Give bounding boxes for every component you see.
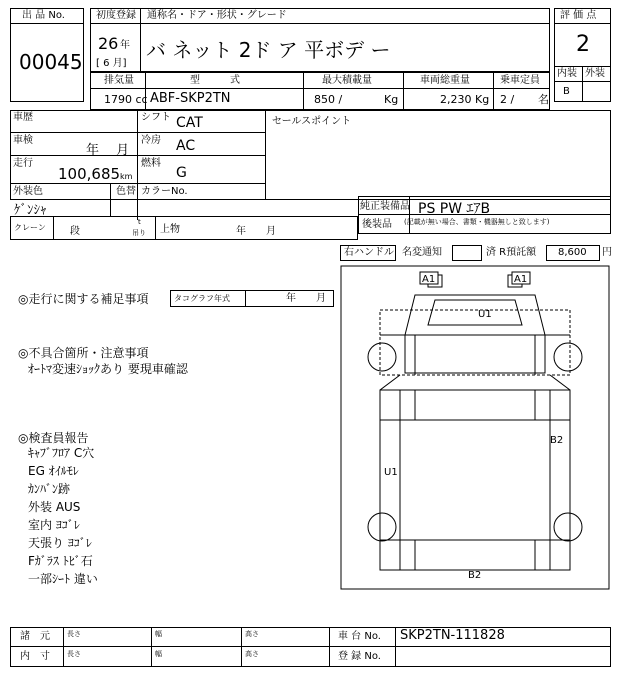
displacement-label: 排気量 [104, 75, 134, 86]
recycle-unit: 円 [602, 247, 612, 258]
lot-number: 00045 [19, 50, 83, 74]
driving-label: ◎走行に関する補足事項 [18, 292, 149, 306]
tachograph-label: タコグラフ年式 [174, 294, 230, 303]
displacement-value: 1790 cc [104, 93, 148, 106]
width-label: 幅 [155, 630, 162, 638]
capacity-label: 乗車定員 [500, 75, 540, 86]
damage-mark: U1 [384, 467, 398, 478]
max-load-value: 850 / [314, 93, 343, 106]
inspector-item: ｷｬﾌﾞﾌﾛｱ C穴 [28, 446, 95, 460]
inspector-item: 外装 AUS [28, 500, 81, 514]
loading-label: 上物 [160, 224, 180, 235]
shift-label: シフト [141, 112, 171, 123]
inspector-item: ｶﾝﾊﾞﾝ跡 [28, 482, 71, 496]
interior-grade: B [563, 86, 570, 97]
truck-diagram [340, 265, 610, 590]
sales-point-label: セールスポイント [272, 116, 352, 127]
length-label: 長さ [67, 650, 81, 658]
ac-value: AC [176, 138, 196, 154]
inspector-item: 一部ｼｰﾄ 違い [28, 572, 98, 586]
length-label: 長さ [67, 630, 81, 638]
color-code-label: 色替 [116, 186, 136, 197]
max-load-unit: Kg [384, 93, 399, 106]
fuel-value: G [176, 165, 187, 181]
width-label: 幅 [155, 650, 162, 658]
crane-ton: t [138, 218, 141, 226]
inspector-item: 天張り ﾖｺﾞﾚ [28, 536, 92, 550]
capacity-value: 2 / [500, 93, 515, 106]
damage-mark: A1 [514, 274, 528, 285]
mileage-value: 100,685 [58, 165, 121, 183]
aftermarket-label: 後装品 [362, 219, 392, 230]
rhd-label: 右ハンドル [344, 247, 394, 258]
recycle-amount: 8,600 [558, 247, 587, 258]
registration-label: 登 録 No. [338, 651, 381, 662]
loading-value: 年 月 [236, 226, 276, 237]
defects-label: ◎不具合箇所・注意事項 [18, 346, 149, 360]
specs-footer-label: 諸 元 [20, 631, 50, 642]
crane-label: クレーン [14, 223, 46, 232]
recycle-label: 済 R預託額 [486, 247, 537, 258]
tachograph-value: 年 月 [286, 293, 326, 304]
chassis-number: SKP2TN-111828 [400, 628, 505, 643]
history-label: 車歴 [13, 112, 33, 123]
capacity-unit: 名 [538, 93, 549, 106]
damage-mark: U1 [478, 309, 492, 320]
inspection-label: 車検 [13, 135, 33, 146]
fuel-label: 燃料 [141, 158, 161, 169]
gross-weight-value: 2,230 Kg [440, 93, 490, 106]
first-reg-label: 初度登録 [96, 10, 136, 21]
exterior-label: 外装 [585, 68, 605, 79]
mileage-label: 走行 [13, 158, 33, 169]
crane-hang: 吊り [132, 229, 146, 237]
chassis-label: 車 台 No. [338, 631, 381, 642]
inspection-value: 年 月 [86, 143, 130, 158]
interior-label: 内装 [557, 68, 577, 79]
damage-mark: A1 [422, 274, 436, 285]
reg-year: 26 [98, 34, 119, 53]
aftermarket-note: (記載が無い場合、書類・機器無しと致します) [404, 218, 550, 226]
color-no-label: カラーNo. [141, 186, 188, 197]
reg-month: [ 6 月] [96, 58, 127, 69]
shift-value: CAT [176, 115, 203, 131]
reg-year-unit: 年 [120, 40, 130, 51]
color-value: ｹﾞﾝｼｬ [14, 203, 47, 218]
height-label: 高さ [245, 630, 259, 638]
inspector-item: Fｶﾞﾗｽ ﾄﾋﾞ石 [28, 554, 93, 568]
mileage-unit: km [120, 172, 133, 181]
max-load-label: 最大積載量 [322, 75, 372, 86]
damage-mark: B2 [468, 570, 482, 581]
lot-label: 出 品 No. [22, 10, 65, 21]
inspector-item: EG ｵｲﾙﾓﾚ [28, 464, 79, 478]
defect-item: ｵｰﾄﾏ変速ｼｮｯｸあり 要現車確認 [28, 362, 188, 376]
gross-weight-label: 車両総重量 [420, 75, 470, 86]
model-value: ABF-SKP2TN [150, 91, 231, 106]
ac-label: 冷房 [141, 135, 161, 146]
score-label: 評 価 点 [560, 10, 597, 21]
equipment-value: PS PW ｴｱB [418, 201, 491, 217]
equipment-label: 純正装備品 [360, 201, 410, 212]
name-change-label: 名変通知 [402, 247, 442, 258]
vehicle-name: バ ネット 2ド ア 平ボデ ー [146, 38, 391, 62]
score: 2 [576, 32, 590, 57]
color-label: 外装色 [13, 186, 43, 197]
height-label: 高さ [245, 650, 259, 658]
model-label: 型 式 [190, 75, 240, 86]
inspector-label: ◎検査員報告 [18, 431, 89, 445]
crane-stage: 段 [70, 226, 80, 237]
name-label: 通称名・ドア・形状・グレード [147, 10, 287, 21]
name-change-box [452, 245, 482, 261]
dims-footer-label: 内 寸 [20, 651, 50, 662]
damage-mark: B2 [550, 435, 564, 446]
inspector-item: 室内 ﾖｺﾞﾚ [28, 518, 80, 532]
